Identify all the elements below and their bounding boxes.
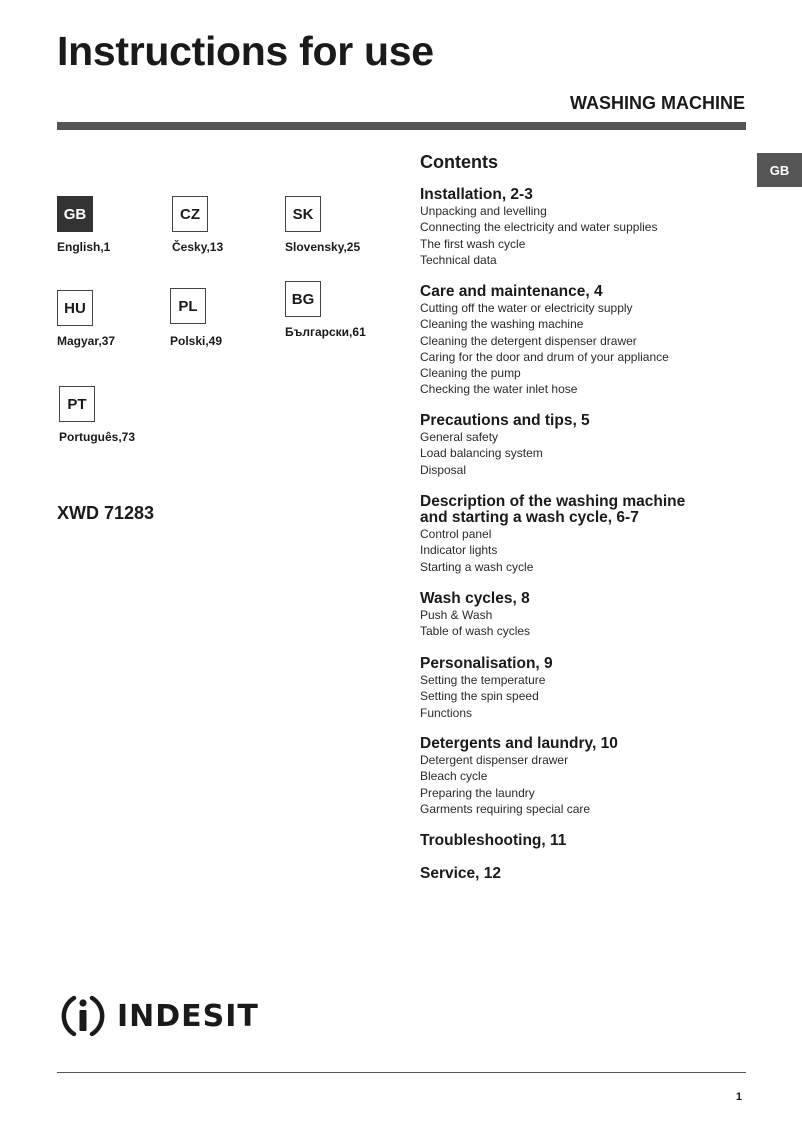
toc-item: Table of wash cycles [420, 624, 531, 639]
toc-item: Indicator lights [420, 543, 498, 558]
language-option-sk[interactable] [285, 196, 405, 254]
language-code-box: BG [285, 281, 321, 317]
toc-section-personalisation [420, 656, 750, 721]
language-option-pt[interactable] [59, 386, 179, 444]
toc-section-title: Troubleshooting, 11 [420, 832, 567, 849]
language-option-hu[interactable] [57, 290, 177, 348]
language-code-box: CZ [172, 196, 208, 232]
toc-section-title: Precautions and tips, 5 [420, 412, 590, 429]
toc-item: Control panel [420, 527, 492, 541]
toc-item: Load balancing system [420, 446, 543, 461]
toc-item: Connecting the electricity and water supplies [420, 220, 658, 235]
toc-section-care [420, 284, 750, 398]
toc-item: Detergent dispenser drawer [420, 753, 569, 767]
language-option-pl[interactable] [170, 288, 290, 348]
toc-item: Checking the water inlet hose [420, 382, 578, 397]
header-divider [57, 122, 746, 130]
language-label: English,1 [57, 240, 111, 254]
toc-section-detergents [420, 736, 750, 817]
toc-section-title: Personalisation, 9 [420, 655, 553, 672]
toc-section-wash-cycles [420, 591, 750, 640]
brand-name: INDESIT [117, 998, 259, 1034]
language-label: Slovensky,25 [285, 240, 361, 254]
toc-section-troubleshooting [420, 833, 750, 849]
toc-section-title: Installation, 2-3 [420, 186, 533, 203]
toc-item: General safety [420, 430, 499, 444]
toc-section-title-continued: and starting a wash cycle, 6-7 [420, 509, 639, 526]
toc-section-title: Wash cycles, 8 [420, 590, 530, 607]
product-type-heading: WASHING MACHINE [570, 93, 745, 113]
toc-section-precautions [420, 413, 750, 478]
language-label: Česky,13 [172, 240, 224, 254]
toc-section-service [420, 866, 750, 882]
footer-divider [57, 1072, 746, 1073]
language-option-cz[interactable] [172, 196, 292, 254]
toc-item: Cleaning the pump [420, 366, 521, 381]
toc-section-title: Care and maintenance, 4 [420, 283, 603, 300]
language-option-bg[interactable] [285, 281, 405, 339]
language-option-gb[interactable] [57, 196, 177, 254]
toc-item: Push & Wash [420, 608, 493, 622]
language-label: Български,61 [285, 325, 366, 339]
toc-item: Technical data [420, 252, 497, 267]
language-code-box: GB [57, 196, 93, 232]
brand-logo [57, 990, 259, 1042]
toc-item: Setting the spin speed [420, 689, 539, 704]
toc-item: Cutting off the water or electricity supply [420, 301, 633, 315]
toc-section-description [420, 494, 750, 575]
toc-item: Garments requiring special care [420, 801, 591, 816]
language-code-box: PL [170, 288, 206, 324]
language-code-box: SK [285, 196, 321, 232]
toc-section-title: Detergents and laundry, 10 [420, 735, 618, 752]
toc-item: Cleaning the washing machine [420, 317, 584, 332]
toc-item: Caring for the door and drum of your appliance [420, 349, 669, 364]
language-label: Português,73 [59, 430, 136, 444]
toc-section-installation [420, 187, 750, 268]
model-number: XWD 71283 [57, 503, 155, 523]
toc-item: Cleaning the detergent dispenser drawer [420, 333, 637, 348]
page-number: 1 [735, 1091, 742, 1103]
indesit-i-logo-icon [57, 990, 109, 1042]
toc-item: The first wash cycle [420, 236, 526, 251]
toc-item: Disposal [420, 462, 467, 477]
toc-section-title: Service, 12 [420, 865, 502, 882]
toc-item: Functions [420, 705, 473, 720]
toc-item: Unpacking and levelling [420, 204, 547, 218]
contents-heading: Contents [420, 152, 498, 172]
toc-item: Setting the temperature [420, 673, 546, 687]
toc-section-title: Description of the washing machine [420, 493, 686, 510]
toc-item: Starting a wash cycle [420, 559, 534, 574]
language-label: Polski,49 [170, 334, 223, 348]
toc-item: Preparing the laundry [420, 785, 535, 800]
toc-item: Bleach cycle [420, 769, 488, 784]
language-code-box: PT [59, 386, 95, 422]
language-code-box: HU [57, 290, 93, 326]
language-label: Magyar,37 [57, 334, 116, 348]
language-side-tab: GB [757, 153, 802, 187]
page-title: Instructions for use [57, 28, 434, 74]
